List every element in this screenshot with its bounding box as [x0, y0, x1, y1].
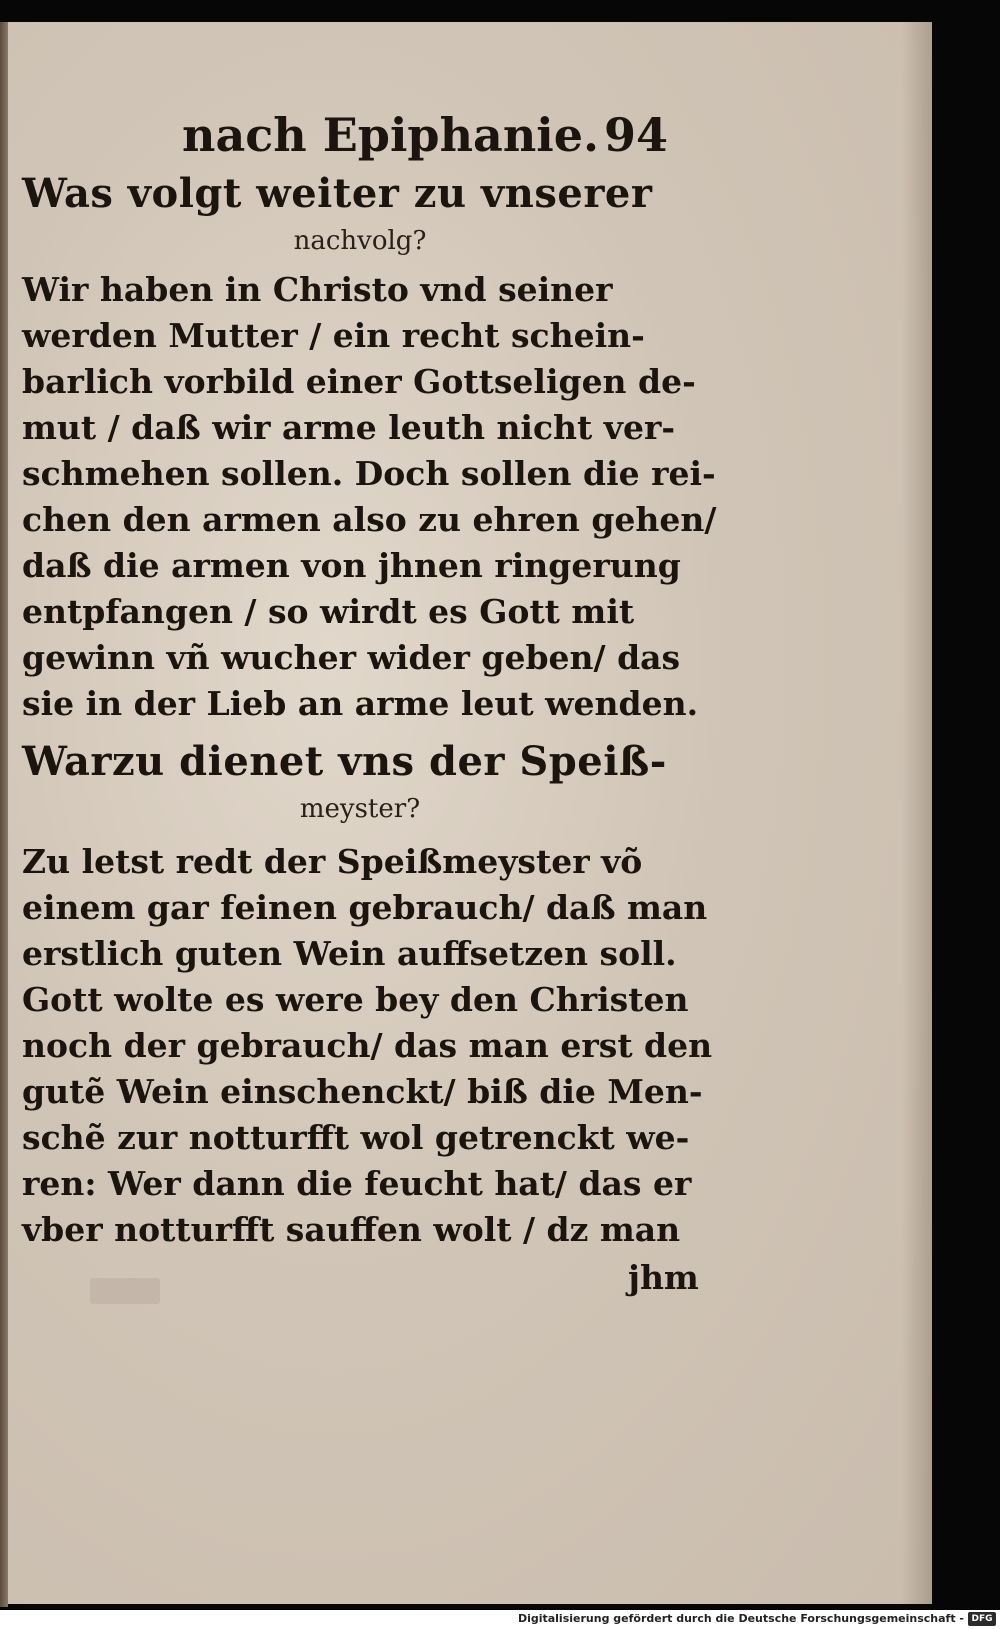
answer-line: barlich vorbild einer Gottseligen de- [22, 362, 696, 401]
question-heading-tail: nachvolg? [293, 226, 427, 256]
answer-line: Zu letst redt der Speißmeyster võ [22, 842, 643, 881]
answer-line: gewinn vñ wucher wider geben/ das [22, 638, 681, 677]
answer-line: vber notturfft sauffen wolt / dz man [22, 1210, 681, 1249]
answer-line: sie in der Lieb an arme leut wenden. [22, 684, 699, 723]
answer-line: einem gar feinen gebrauch/ daß man [22, 888, 708, 927]
answer-line: erstlich guten Wein auffsetzen soll. [22, 934, 677, 973]
book-page [8, 22, 932, 1604]
answer-line: Gott wolte es were bey den Christen [22, 980, 689, 1019]
question-heading-tail: meyster? [299, 794, 421, 824]
question-heading: Warzu dienet vns der Speiß- [22, 738, 667, 785]
page-gutter-shadow [902, 22, 932, 1604]
catchword: jhm [628, 1258, 699, 1297]
answer-line: Wir haben in Christo vnd seiner [22, 270, 613, 309]
footer-bar [0, 1610, 1000, 1629]
answer-line: schmehen sollen. Doch sollen die rei- [22, 454, 716, 493]
running-head-title: nach Epiphanie. [182, 108, 600, 162]
answer-line: noch der gebrauch/ das man erst den [22, 1026, 713, 1065]
dfg-logo: DFG [968, 1612, 996, 1626]
answer-line: ren: Wer dann die feucht hat/ das er [22, 1164, 692, 1203]
answer-line: schẽ zur notturfft wol getrenckt we- [22, 1118, 690, 1157]
answer-line: daß die armen von jhnen ringerung [22, 546, 681, 585]
faded-stamp [90, 1278, 160, 1304]
funding-credit: Digitalisierung gefördert durch die Deutsche Forschungsgemeinschaft - [517, 1612, 964, 1625]
question-heading: Was volgt weiter zu vnserer [22, 170, 653, 217]
answer-line: gutẽ Wein einschenckt/ biß die Men- [22, 1072, 703, 1111]
answer-line: entpfangen / so wirdt es Gott mit [22, 592, 635, 631]
answer-line: mut / daß wir arme leuth nicht ver- [22, 408, 676, 447]
running-head [168, 108, 688, 170]
answer-line: chen den armen also zu ehren gehen/ [22, 500, 717, 539]
answer-line: werden Mutter / ein recht schein- [22, 316, 645, 355]
page-number: 94 [603, 108, 668, 162]
page-edge [0, 22, 8, 1607]
